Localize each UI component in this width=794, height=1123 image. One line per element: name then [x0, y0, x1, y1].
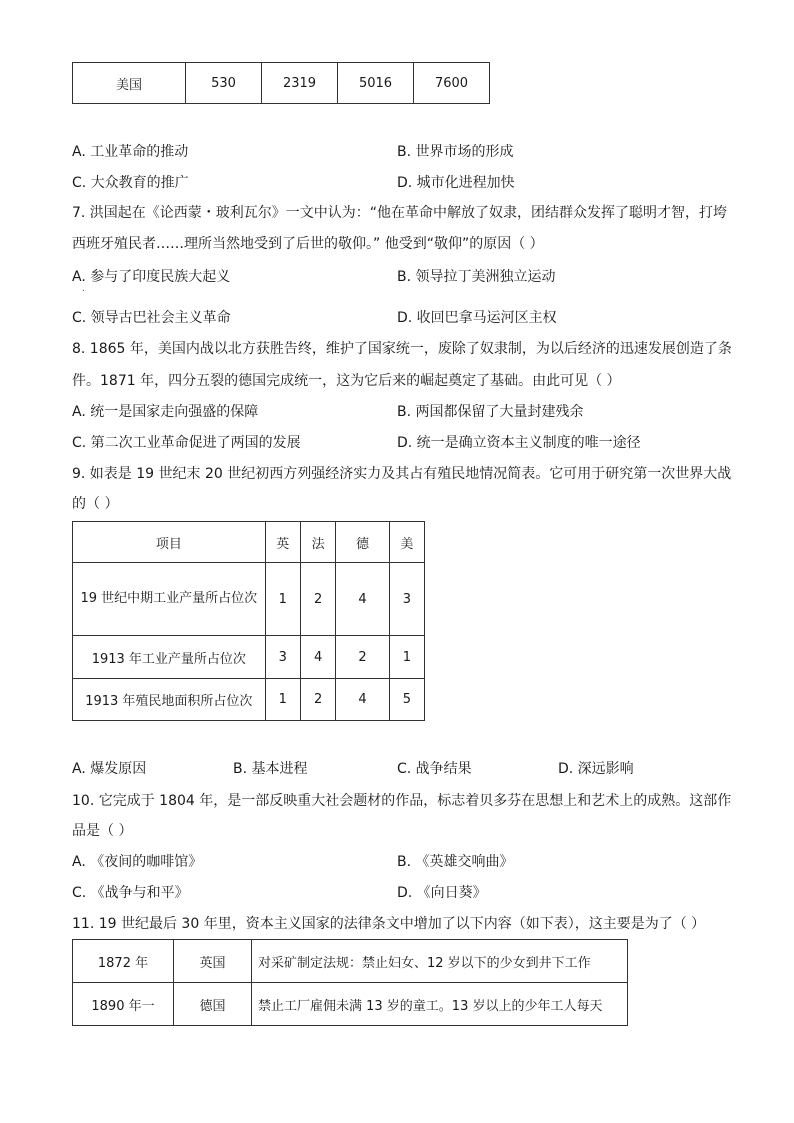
- q7-option-d: D. 收回巴拿马运河区主权: [397, 310, 557, 326]
- q8-option-d: D. 统一是确立资本主义制度的唯一途径: [397, 435, 641, 451]
- table-header-row: [73, 522, 425, 563]
- q9-option-c: C. 战争结果: [397, 761, 472, 777]
- table-cell: 德国: [174, 983, 252, 1026]
- q9-option-b: B. 基本进程: [233, 761, 308, 777]
- table-cell: 2319: [262, 63, 338, 104]
- table-cell: 1: [265, 563, 300, 636]
- q8-stem-line2: 件。1871 年，四分五裂的德国完成统一，这为它后来的崛起奠定了基础。由此可见（ ）: [72, 373, 621, 389]
- table-cell: 4: [336, 563, 389, 636]
- table-cell: 530: [186, 63, 262, 104]
- q8-stem-line1: 8. 1865 年，美国内战以北方获胜告终，维护了国家统一，废除了奴隶制，为以后经济的迅速发展创造了条: [72, 341, 732, 357]
- q7-stem-line2: 西班牙殖民者……理所当然地受到了后世的敬仰。” 他受到“敬仰”的原因（ ）: [72, 236, 544, 252]
- table-header-cell: 英: [265, 522, 300, 563]
- table-cell: 3: [389, 563, 424, 636]
- table-header-cell: 德: [336, 522, 389, 563]
- q8-option-c: C. 第二次工业革命促进了两国的发展: [72, 435, 301, 451]
- q8-option-a: A. 统一是国家走向强盛的保障: [72, 404, 259, 420]
- table-cell: 7600: [414, 63, 490, 104]
- table-cell: 19 世纪中期工业产量所占位次: [73, 563, 266, 636]
- table-row: [73, 940, 628, 983]
- q10-option-d: D. 《向日葵》: [397, 885, 487, 901]
- q10-stem-line1: 10. 它完成于 1804 年，是一部反映重大社会题材的作品，标志着贝多芬在思想上和艺术上的成熟。这部作: [72, 793, 732, 809]
- powers-ranking-table: [72, 521, 425, 721]
- q6-option-c: C. 大众教育的推广: [72, 175, 189, 191]
- table-cell: 1890 年一: [73, 983, 174, 1026]
- table-header-cell: 法: [300, 522, 335, 563]
- table-header-cell: 美: [389, 522, 424, 563]
- table-cell: 5: [389, 679, 424, 721]
- q9-option-a: A. 爆发原因: [72, 761, 147, 777]
- table-row: [73, 983, 628, 1026]
- table-cell: 1872 年: [73, 940, 174, 983]
- table-cell: 3: [265, 636, 300, 679]
- table-row: [73, 563, 425, 636]
- table-cell: 4: [300, 636, 335, 679]
- q6-option-b: B. 世界市场的形成: [397, 144, 514, 160]
- table-cell: 2: [300, 563, 335, 636]
- labor-law-table: [72, 939, 628, 1026]
- table-row: [73, 679, 425, 721]
- population-table: [72, 62, 490, 104]
- q10-option-c: C. 《战争与和平》: [72, 885, 189, 901]
- dot-mark: .: [82, 284, 85, 294]
- table-cell: 4: [336, 679, 389, 721]
- q7-stem-line1: 7. 洪国起在《论西蒙・玻利瓦尔》一文中认为：“他在革命中解放了奴隶，团结群众发挥了聪明才智，打垮: [72, 205, 728, 221]
- q7-option-b: B. 领导拉丁美洲独立运动: [397, 269, 556, 285]
- table-cell: 1: [265, 679, 300, 721]
- q9-stem-line1: 9. 如表是 19 世纪末 20 世纪初西方列强经济实力及其占有殖民地情况简表。它可用于研究第一次世界大战: [72, 466, 732, 482]
- q6-option-d: D. 城市化进程加快: [397, 175, 515, 191]
- q10-option-a: A. 《夜间的咖啡馆》: [72, 854, 203, 870]
- table-cell: 1913 年殖民地面积所占位次: [73, 679, 266, 721]
- table-cell: 美国: [73, 63, 186, 104]
- table-row: [73, 636, 425, 679]
- table-cell: 对采矿制定法规：禁止妇女、12 岁以下的少女到井下工作: [252, 940, 628, 983]
- table-cell: 1: [389, 636, 424, 679]
- table-row: [73, 63, 490, 104]
- q11-stem-line1: 11. 19 世纪最后 30 年里，资本主义国家的法律条文中增加了以下内容（如下表），这主要是为了（ ）: [72, 916, 706, 932]
- q6-option-a: A. 工业革命的推动: [72, 144, 189, 160]
- table-header-cell: 项目: [73, 522, 266, 563]
- q10-option-b: B. 《英雄交响曲》: [397, 854, 514, 870]
- q7-option-a: A. 参与了印度民族大起义: [72, 269, 231, 285]
- table-cell: 1913 年工业产量所占位次: [73, 636, 266, 679]
- table-cell: 2: [336, 636, 389, 679]
- table-cell: 禁止工厂雇佣未满 13 岁的童工。13 岁以上的少年工人每天: [252, 983, 628, 1026]
- q9-stem-line2: 的（ ）: [72, 496, 119, 512]
- table-cell: 2: [300, 679, 335, 721]
- table-cell: 5016: [338, 63, 414, 104]
- q9-option-d: D. 深远影响: [558, 761, 634, 777]
- q10-stem-line2: 品是（ ）: [72, 823, 133, 839]
- table-cell: 英国: [174, 940, 252, 983]
- q8-option-b: B. 两国都保留了大量封建残余: [397, 404, 584, 420]
- q7-option-c: C. 领导古巴社会主义革命: [72, 310, 231, 326]
